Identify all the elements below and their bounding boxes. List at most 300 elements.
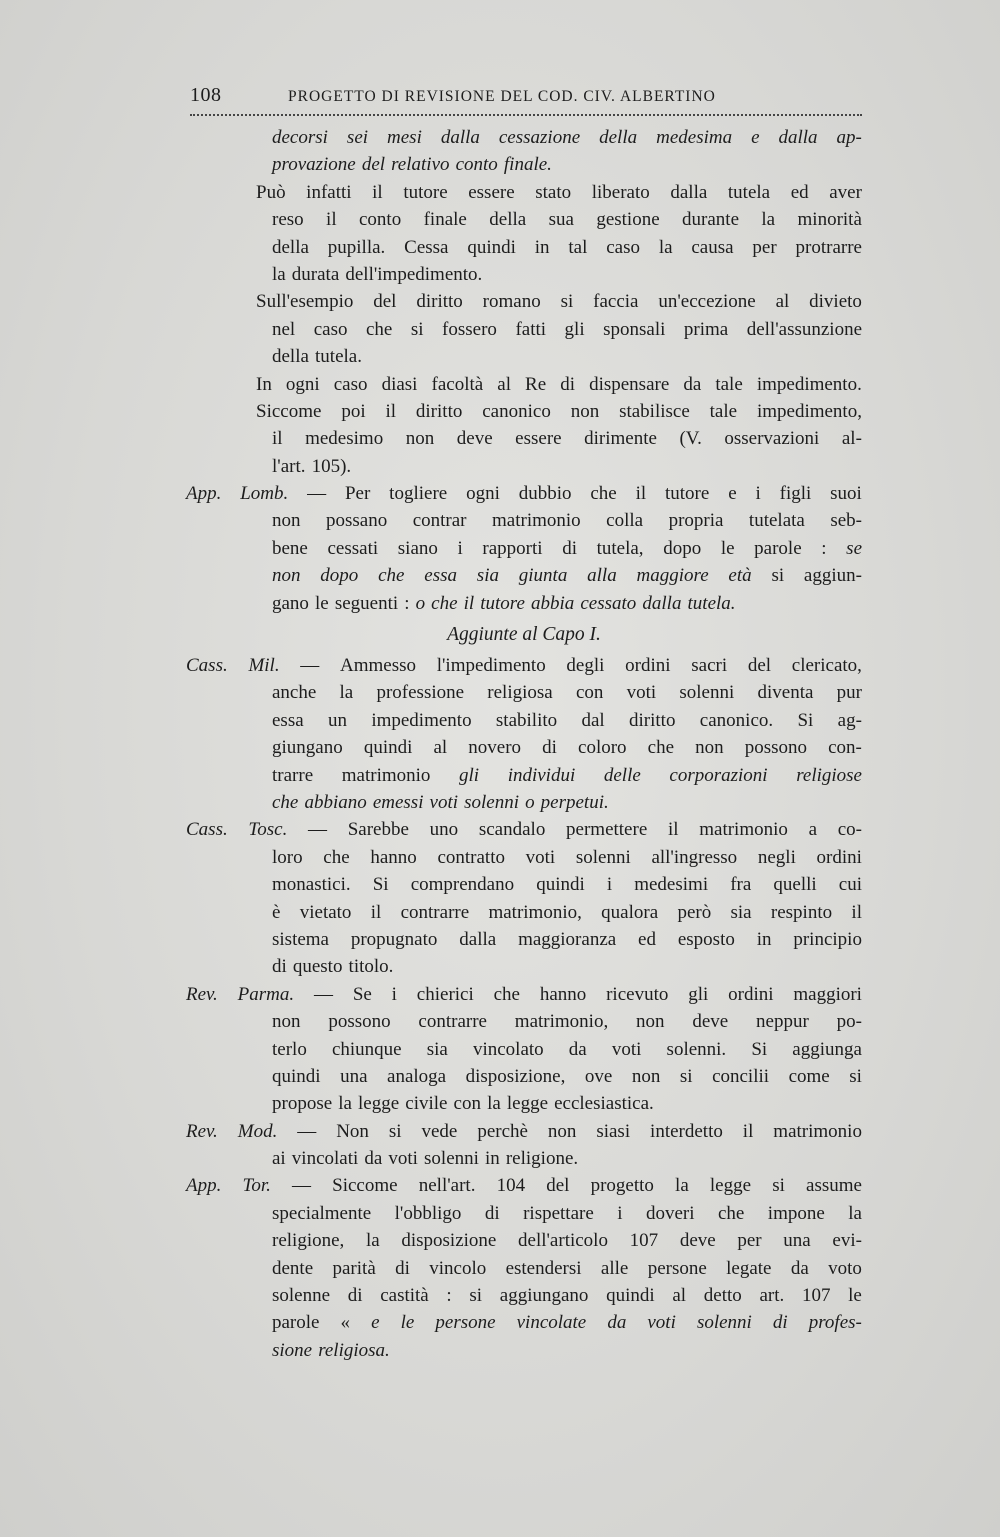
word: diasi	[381, 373, 418, 395]
text-line	[186, 1118, 862, 1145]
word: Siccome	[332, 1175, 398, 1197]
word: Cass.	[186, 819, 228, 841]
word: matrimonio,	[488, 901, 582, 923]
word: contrarre	[400, 901, 470, 923]
word: caso	[606, 236, 640, 258]
word: diventa	[757, 682, 814, 704]
word: suoi	[830, 483, 862, 505]
word: «	[340, 1312, 351, 1334]
word: fatti	[515, 318, 547, 340]
word: disposizione	[401, 1230, 497, 1252]
word: reso	[272, 209, 304, 231]
text-line	[186, 480, 862, 507]
word: persone	[647, 1257, 707, 1279]
word: si	[772, 1175, 785, 1197]
word: maggioranza	[518, 928, 617, 950]
word: titolo.	[348, 956, 394, 978]
word: dalla	[440, 127, 480, 148]
text-line	[272, 590, 862, 617]
word: per	[737, 1230, 762, 1252]
word: legge	[709, 1175, 752, 1197]
text-line	[272, 926, 862, 953]
word: non	[631, 1065, 661, 1087]
word: cessato	[580, 592, 637, 614]
word: Ammesso	[340, 655, 417, 677]
word: quindi	[363, 737, 413, 759]
word: non	[272, 565, 301, 587]
word: la	[487, 1093, 501, 1115]
text-line	[256, 179, 862, 206]
word: ricevuto	[606, 983, 669, 1005]
word: sione	[272, 1339, 313, 1361]
word: Parma.	[237, 983, 295, 1005]
word: per	[752, 236, 777, 258]
word: aggiun-	[803, 565, 862, 587]
word: voti	[429, 791, 459, 813]
word: decorsi	[272, 127, 328, 148]
word: dalla	[642, 592, 682, 614]
word: conto	[455, 154, 498, 176]
word: il	[463, 592, 475, 614]
word: dal	[581, 709, 605, 731]
word: dell'assunzione	[746, 318, 862, 340]
word: caso	[313, 318, 348, 340]
text-line	[272, 844, 862, 871]
word: durata	[291, 263, 340, 285]
word: da	[568, 1038, 587, 1060]
word: le	[400, 1312, 415, 1334]
word: diritto	[629, 709, 676, 731]
word: permettere	[566, 819, 648, 841]
word: voti	[647, 1312, 676, 1334]
text-line	[272, 261, 862, 288]
word: religione,	[272, 1230, 345, 1252]
text-line	[186, 981, 862, 1008]
word: ove	[584, 1065, 613, 1087]
word: Si	[372, 874, 389, 896]
word: essere	[515, 428, 562, 450]
word: Tor.	[242, 1175, 271, 1197]
word: anche	[272, 682, 317, 704]
word: dirimente	[584, 428, 657, 450]
word: non	[636, 1011, 665, 1033]
word: solenni	[696, 1312, 752, 1334]
word: faccia	[593, 291, 639, 313]
word: l'obbligo	[394, 1202, 462, 1224]
word: dopo	[663, 537, 702, 559]
word: romano	[482, 291, 541, 313]
word: progetto	[590, 1175, 654, 1197]
word: dell'articolo	[518, 1230, 608, 1252]
word: protrarre	[795, 236, 862, 258]
word: il	[742, 1120, 754, 1142]
word: ap-	[836, 127, 862, 148]
word: che	[365, 318, 393, 340]
word: l'impedimento	[436, 655, 546, 677]
word: siano	[397, 537, 438, 559]
word: hanno	[370, 846, 417, 868]
word: ai	[272, 1148, 286, 1170]
word: solenni	[575, 846, 631, 868]
word: di	[772, 1312, 788, 1334]
word: sia	[730, 901, 752, 923]
text-line	[272, 206, 862, 233]
text-line	[272, 789, 862, 816]
word: la	[848, 1202, 862, 1224]
word: specialmente	[272, 1202, 372, 1224]
text-line	[186, 816, 862, 843]
word: professione	[376, 682, 465, 704]
word: solenni	[464, 791, 520, 813]
word: concilii	[712, 1065, 770, 1087]
word: quindi	[536, 874, 585, 896]
text-line	[272, 1200, 862, 1227]
word: comprendano	[410, 874, 515, 896]
word: i	[755, 483, 761, 505]
word: alla	[587, 565, 617, 587]
word: medesimo	[305, 428, 384, 450]
word: stabilisce	[619, 400, 690, 422]
word: togliere	[389, 483, 448, 505]
text-line	[272, 316, 862, 343]
word: aver	[829, 181, 862, 203]
word: o	[525, 791, 535, 813]
word: —	[297, 1120, 317, 1142]
text-line	[272, 734, 862, 761]
word: cessazione	[498, 127, 581, 148]
word: essa	[272, 709, 304, 731]
word: è	[272, 901, 281, 923]
word: la	[658, 236, 673, 258]
word: questo	[292, 956, 343, 978]
word: però	[677, 901, 712, 923]
word: Siccome	[256, 400, 322, 422]
word: diritto	[415, 400, 463, 422]
word: i	[606, 874, 613, 896]
word: essa	[424, 565, 457, 587]
word: solenni.	[666, 1038, 727, 1060]
word: Si	[751, 1038, 768, 1060]
word: impedimento	[371, 709, 472, 731]
word: del	[747, 655, 772, 677]
word: di	[560, 373, 575, 395]
word: relativo	[391, 154, 450, 176]
word: infatti	[306, 181, 352, 203]
word: App.	[186, 1175, 222, 1197]
text-line	[272, 507, 862, 534]
word: tutela	[727, 181, 771, 203]
word: diritto	[416, 291, 463, 313]
word: detto	[703, 1285, 742, 1307]
word: clericato,	[791, 655, 862, 677]
word: religiose	[796, 764, 862, 786]
word: chiunque	[331, 1038, 402, 1060]
text-line	[272, 679, 862, 706]
word: i	[617, 1202, 623, 1224]
word: deve	[692, 1011, 729, 1033]
word: seguenti	[334, 592, 399, 614]
word: tutela.	[315, 346, 362, 368]
text-line	[272, 535, 862, 562]
word: abbiano	[304, 791, 367, 813]
word: il	[667, 819, 679, 841]
word: i	[457, 537, 463, 559]
word: deve	[456, 428, 493, 450]
word: App.	[186, 483, 222, 505]
word: al	[672, 1285, 687, 1307]
word: divieto	[809, 291, 862, 313]
word: colla	[606, 510, 644, 532]
word: ordini	[625, 655, 671, 677]
text-line	[256, 371, 862, 398]
word: Per	[344, 483, 371, 505]
word: di	[562, 537, 577, 559]
word: tale	[715, 373, 743, 395]
word: si	[388, 1120, 402, 1142]
word: durante	[682, 209, 740, 231]
word: In	[256, 373, 272, 395]
word: canonico.	[699, 709, 774, 731]
word: il	[326, 209, 337, 231]
word: conto	[359, 209, 402, 231]
text-line	[272, 1145, 862, 1172]
word: perchè	[477, 1120, 528, 1142]
word: parità	[332, 1257, 376, 1279]
word: solenne	[272, 1285, 331, 1307]
word: la	[761, 209, 776, 231]
word: le	[720, 537, 735, 559]
text-line	[272, 425, 862, 452]
word: qualora	[601, 901, 659, 923]
word: novero	[468, 737, 522, 759]
word: perpetui.	[540, 791, 609, 813]
text-line	[272, 453, 862, 480]
word: persone	[435, 1312, 496, 1334]
word: co-	[837, 819, 862, 841]
text-line	[186, 652, 862, 679]
word: propria	[668, 510, 724, 532]
word: vede	[421, 1120, 458, 1142]
word: dalla	[778, 127, 818, 148]
word: possano	[325, 510, 388, 532]
word: ordini	[816, 846, 862, 868]
text-line	[272, 1008, 862, 1035]
word: e	[728, 483, 737, 505]
word: sei	[346, 127, 369, 148]
word: civile	[405, 1093, 448, 1115]
word: impone	[767, 1202, 825, 1224]
word: quindi	[467, 236, 516, 258]
text-line	[272, 1227, 862, 1254]
word: 105).	[311, 455, 352, 477]
text-line	[272, 1282, 862, 1309]
word: propose	[272, 1093, 333, 1115]
word: tutore	[480, 592, 525, 614]
word: giunta	[518, 565, 568, 587]
word: ed	[638, 928, 656, 950]
word: propugnato	[350, 928, 438, 950]
word: poi	[341, 400, 366, 422]
word: il	[272, 428, 283, 450]
word: ecclesiastica.	[554, 1093, 654, 1115]
word: Cass.	[186, 655, 228, 677]
word: sacri	[691, 655, 728, 677]
word: e	[371, 1312, 380, 1334]
word: :	[446, 1285, 452, 1307]
word: si	[469, 1285, 483, 1307]
word: dalla	[670, 181, 708, 203]
word: rapporti	[482, 537, 543, 559]
word: prima	[683, 318, 729, 340]
text-line	[272, 899, 862, 926]
word: di	[542, 737, 557, 759]
word: impedimento.	[756, 373, 862, 395]
word: si	[679, 1065, 693, 1087]
word: corporazioni	[669, 764, 768, 786]
word: :	[404, 592, 410, 614]
body-text	[186, 124, 862, 1364]
word: disposizione,	[465, 1065, 566, 1087]
word: un'eccezione	[658, 291, 756, 313]
word: Re	[525, 373, 547, 395]
word: gli	[459, 764, 480, 786]
word: tutore	[403, 181, 448, 203]
word: nel	[272, 318, 296, 340]
word: matrimonio	[773, 1120, 862, 1142]
word: ogni	[285, 373, 320, 395]
word: —	[300, 655, 320, 677]
word: contratto	[437, 846, 505, 868]
running-title: PROGETTO DI REVISIONE DEL COD. CIV. ALBERTINO	[288, 88, 716, 105]
word: —	[313, 983, 333, 1005]
word: non	[405, 428, 435, 450]
text-line	[272, 343, 862, 370]
word: 107	[629, 1230, 659, 1252]
word: o	[415, 592, 426, 614]
text-line	[256, 398, 862, 425]
word: come	[788, 1065, 830, 1087]
word: loro	[272, 846, 303, 868]
word: Si	[797, 709, 814, 731]
text-line	[272, 1255, 862, 1282]
word: non	[695, 737, 724, 759]
word: impedimento,	[756, 400, 862, 422]
word: vincolati	[291, 1148, 359, 1170]
text-line	[272, 953, 862, 980]
word: ordini	[728, 983, 774, 1005]
word: tutelata	[748, 510, 805, 532]
word: profes-	[808, 1312, 862, 1334]
text-line	[256, 288, 862, 315]
word: la	[675, 1175, 689, 1197]
word: esposto	[677, 928, 735, 950]
word: della	[489, 209, 527, 231]
word: fra	[730, 874, 752, 896]
text-line	[272, 234, 862, 261]
word: da	[607, 1312, 627, 1334]
word: della	[272, 346, 309, 368]
word: in	[534, 236, 550, 258]
text-line	[272, 1337, 862, 1364]
word: solenni	[424, 1148, 479, 1170]
word: possono	[328, 1011, 391, 1033]
word: Non	[336, 1120, 369, 1142]
word: parole	[754, 537, 802, 559]
word: voti	[388, 1148, 418, 1170]
word: finale.	[503, 154, 552, 176]
word: delle	[603, 764, 641, 786]
word: al-	[841, 428, 862, 450]
word: della	[599, 127, 638, 148]
word: con	[453, 1093, 481, 1115]
word: maggiori	[793, 983, 862, 1005]
word: che	[272, 791, 299, 813]
word: dalla	[459, 928, 497, 950]
word: individui	[507, 764, 576, 786]
word: si	[771, 565, 785, 587]
word: una	[340, 1065, 368, 1087]
word: estendersi	[505, 1257, 582, 1279]
word: abbia	[531, 592, 575, 614]
word: vincolate	[516, 1312, 587, 1334]
word: che	[493, 983, 520, 1005]
word: stato	[535, 181, 572, 203]
word: un	[327, 709, 347, 731]
word: dell'impedimento.	[345, 263, 483, 285]
word: la	[339, 682, 354, 704]
word: assume	[806, 1175, 862, 1197]
word: Se	[352, 983, 372, 1005]
word: essere	[468, 181, 515, 203]
text-line	[272, 871, 862, 898]
word: ogni	[466, 483, 500, 505]
word: che	[323, 846, 350, 868]
word: Può	[256, 181, 286, 203]
word: stabilito	[495, 709, 558, 731]
word: po-	[836, 1011, 862, 1033]
word: i	[391, 983, 397, 1005]
word: che	[647, 737, 675, 759]
word: minorità	[797, 209, 862, 231]
word: provazione	[272, 154, 356, 176]
word: —	[292, 1175, 312, 1197]
word: pupilla.	[327, 236, 386, 258]
word: cessati	[327, 537, 379, 559]
word: interdetto	[650, 1120, 723, 1142]
word: all'ingresso	[651, 846, 738, 868]
word: neppur	[756, 1011, 809, 1033]
word: siasi	[596, 1120, 631, 1142]
word: da	[683, 373, 702, 395]
word: gli	[688, 983, 709, 1005]
word: maggiore	[636, 565, 709, 587]
word: di	[272, 956, 287, 978]
word: emessi	[372, 791, 424, 813]
word: art.	[759, 1285, 785, 1307]
word: di	[347, 1285, 363, 1307]
word: rispettare	[523, 1202, 594, 1224]
text-line	[272, 1036, 862, 1063]
word: principio	[793, 928, 862, 950]
word: l'art.	[272, 455, 306, 477]
word: il	[372, 181, 383, 203]
word: del	[546, 1175, 570, 1197]
word: —	[308, 819, 328, 841]
word: uno	[429, 819, 459, 841]
text-line	[272, 1090, 862, 1117]
word: terlo	[272, 1038, 307, 1060]
word: tale	[709, 400, 738, 422]
